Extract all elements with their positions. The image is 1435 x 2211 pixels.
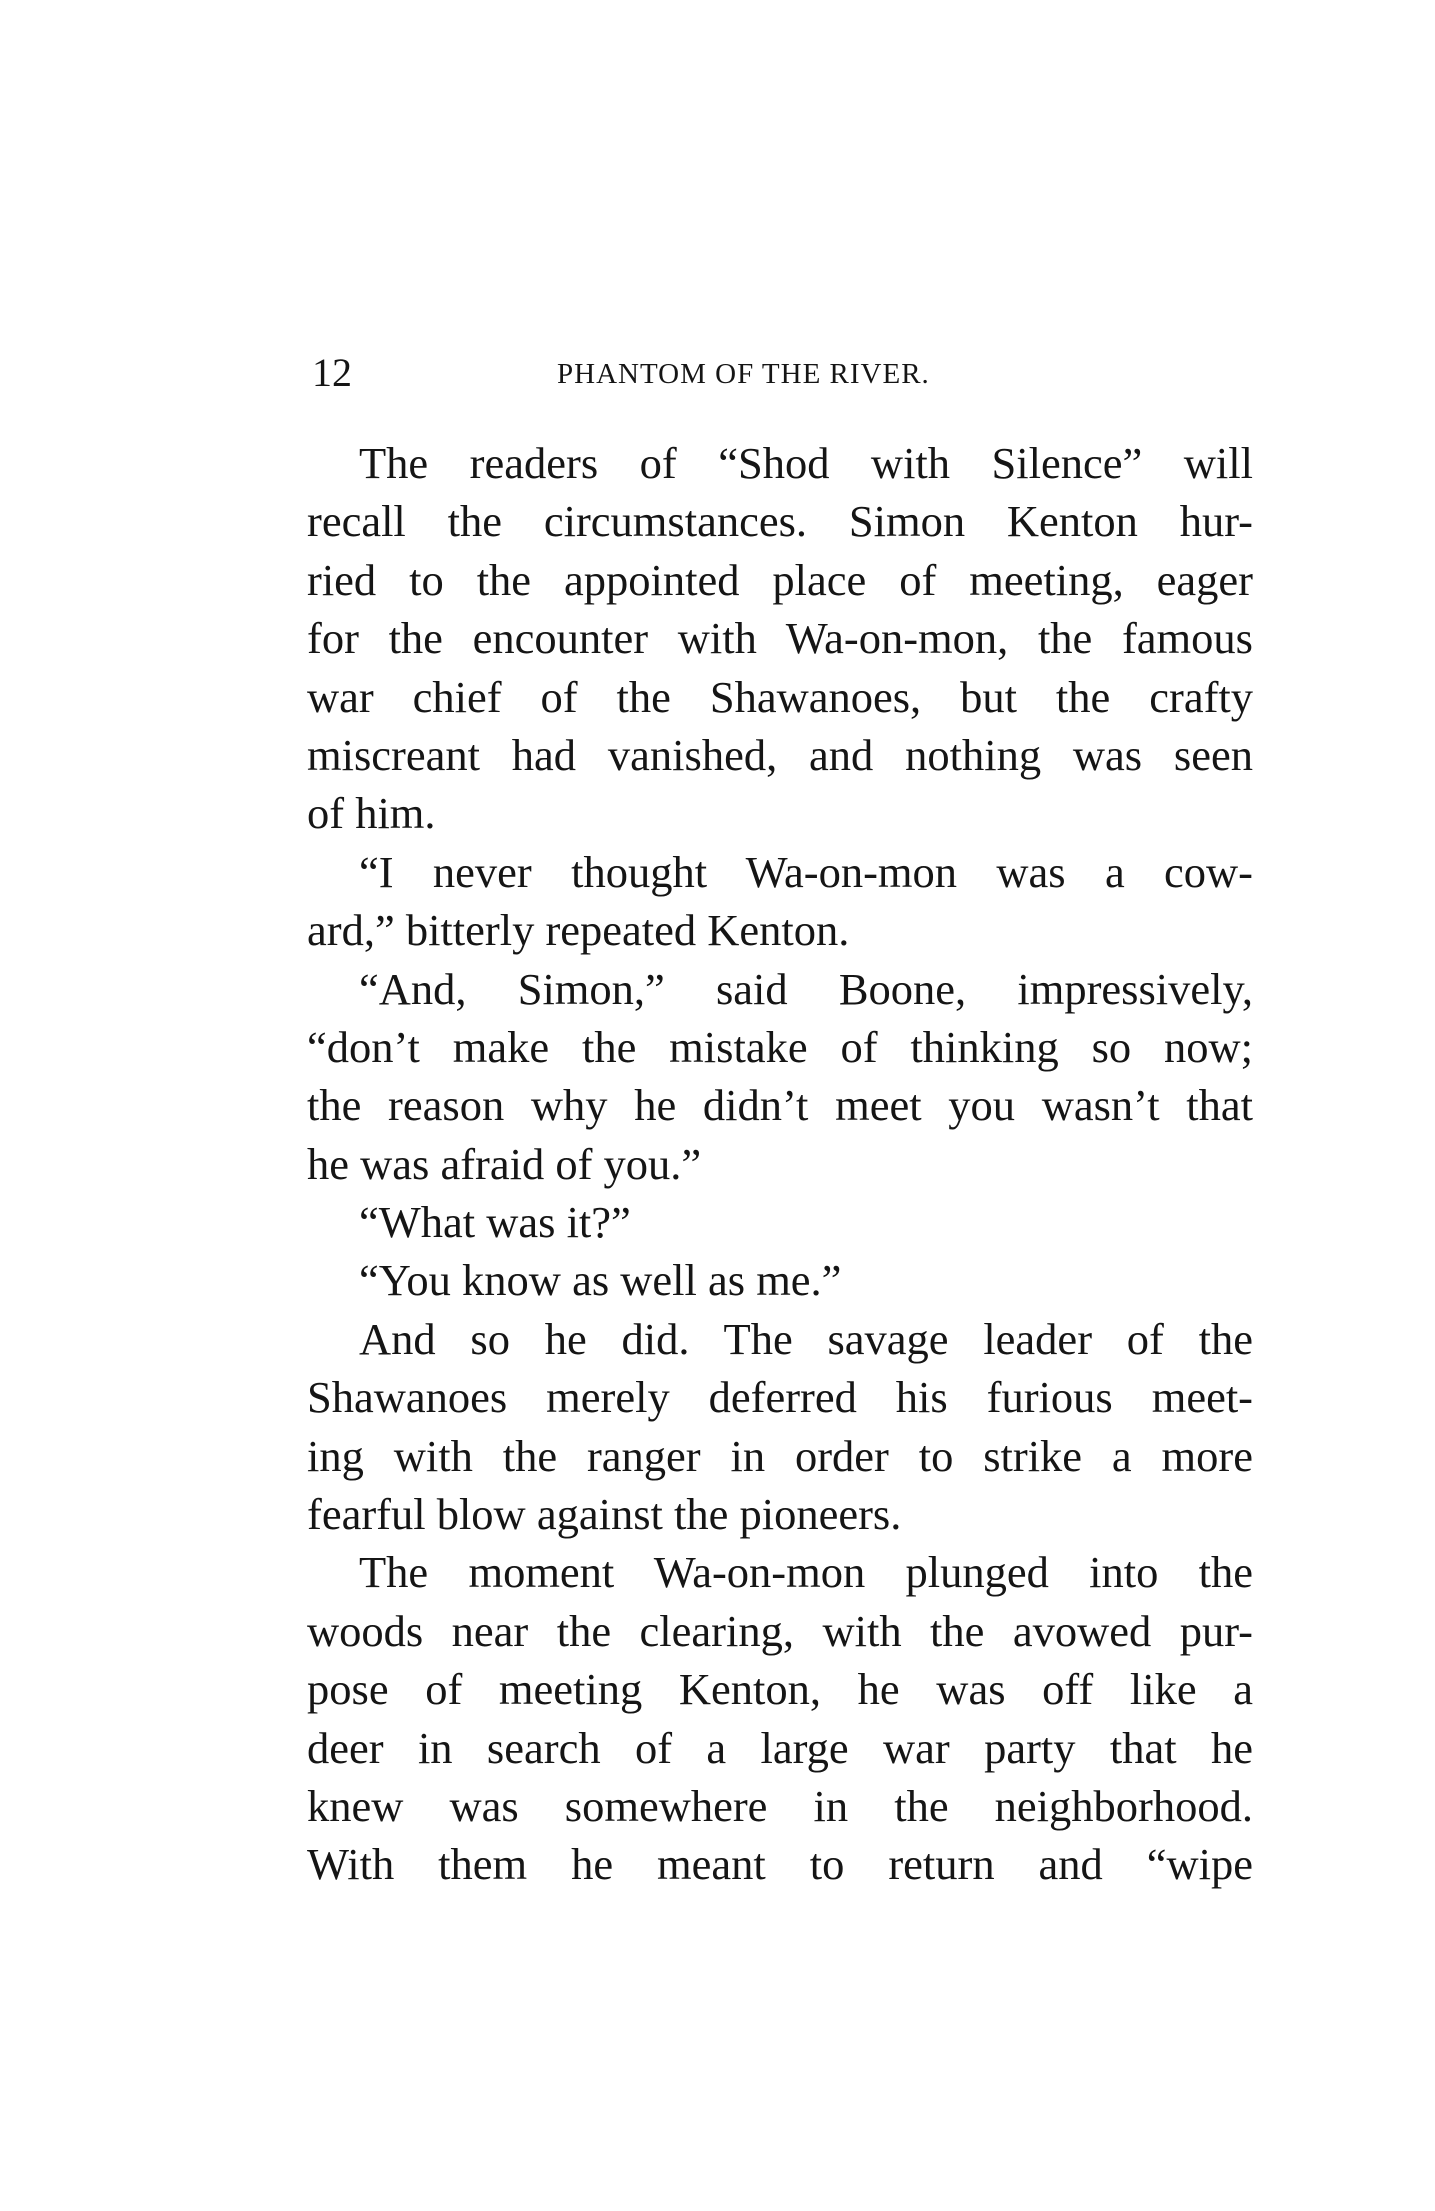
text-line: With them he meant to return and “wipe — [307, 1839, 1253, 1890]
text-line: ing with the ranger in order to strike a more — [307, 1430, 1253, 1481]
text-line: fearful blow against the pioneers. — [307, 1489, 902, 1540]
text-line: The readers of “Shod with Silence” will — [359, 438, 1253, 488]
text-line: he was afraid of you.” — [307, 1138, 702, 1189]
running-head: PHANTOM OF THE RIVER. — [557, 358, 930, 390]
text-line: And so he did. The savage leader of the — [359, 1313, 1253, 1364]
text-line: “And, Simon,” said Boone, impressively, — [359, 963, 1253, 1014]
text-line: ried to the appointed place of meeting, eager — [307, 554, 1253, 605]
text-line: ard,” bitterly repeated Kenton. — [307, 905, 850, 956]
text-line: “What was it?” — [359, 1197, 631, 1248]
text-line: pose of meeting Kenton, he was off like a — [307, 1664, 1253, 1715]
text-line: recall the circumstances. Simon Kenton hur- — [307, 496, 1253, 547]
text-line: “don’t make the mistake of thinking so now; — [307, 1021, 1253, 1072]
text-line: of him. — [307, 788, 436, 839]
page-header — [312, 348, 1257, 398]
text-line: “You know as well as me.” — [359, 1255, 842, 1306]
text-line: for the encounter with Wa-on-mon, the famous — [307, 613, 1253, 664]
body-text — [307, 434, 1253, 1894]
text-line: knew was somewhere in the neighborhood. — [307, 1780, 1253, 1831]
text-line: war chief of the Shawanoes, but the crafty — [307, 671, 1253, 722]
text-line: deer in search of a large war party that he — [307, 1722, 1253, 1773]
text-line: Shawanoes merely deferred his furious meet- — [307, 1372, 1253, 1423]
text-line: miscreant had vanished, and nothing was seen — [307, 729, 1253, 780]
text-line: the reason why he didn’t meet you wasn’t that — [307, 1080, 1253, 1131]
text-line: The moment Wa-on-mon plunged into the — [359, 1547, 1253, 1598]
text-line: “I never thought Wa-on-mon was a cow- — [359, 846, 1253, 897]
page-number: 12 — [312, 350, 352, 395]
text-line: woods near the clearing, with the avowed pur- — [307, 1605, 1253, 1656]
